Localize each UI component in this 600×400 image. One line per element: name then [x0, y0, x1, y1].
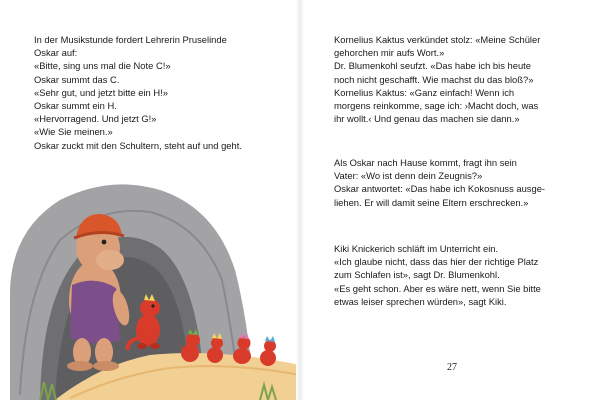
- text-line: «Sehr gut, und jetzt bitte ein H!»: [34, 86, 168, 98]
- page-number: 27: [447, 362, 457, 373]
- text-line: morgens reinkomme, sage ich: ›Macht doch, was: [334, 100, 539, 112]
- left-paragraph: [34, 33, 242, 152]
- text-line: Oskar zuckt mit den Schultern, steht auf und geht.: [34, 139, 242, 151]
- small-dragon-body: [233, 348, 251, 364]
- right-paragraph-2: [334, 156, 545, 209]
- text-line: Kiki Knickerich schläft im Unterricht ein.: [334, 243, 499, 254]
- text-line: Oskar auf:: [34, 47, 78, 59]
- text-line: «Ich glaube nicht, dass das hier der richtige Platz: [334, 256, 539, 268]
- small-dragon-head: [186, 333, 200, 347]
- text-line: noch nicht geschafft. Wie machst du das bloß?»: [334, 73, 534, 85]
- text-line: etwas leiser sprechen würden», sagt Kiki.: [334, 295, 507, 307]
- small-dragon-spikes: [265, 336, 275, 342]
- small-dragon-body: [181, 344, 199, 362]
- dragon-body: [136, 314, 160, 346]
- dragon-foot: [150, 343, 160, 349]
- dragon-foot: [137, 343, 147, 349]
- text-line: Oskar summt das C.: [34, 73, 120, 85]
- text-line: zum Schlafen ist», sagt Dr. Blumenkohl.: [334, 269, 500, 281]
- caveman-snout: [96, 250, 124, 270]
- caveman-foot: [93, 361, 119, 371]
- small-dragon-body: [207, 347, 223, 363]
- cave-illustration: [0, 170, 300, 400]
- caveman-tunic: [70, 281, 120, 344]
- text-line: Vater: «Wo ist denn dein Zeugnis?»: [334, 170, 483, 182]
- dragon-eye: [151, 304, 154, 307]
- dragon-head: [140, 299, 160, 317]
- right-paragraph-3: [334, 242, 541, 308]
- text-line: «Bitte, sing uns mal die Note C!»: [34, 60, 171, 72]
- text-line: Als Oskar nach Hause kommt, fragt ihn sein: [334, 157, 517, 168]
- text-line: «Es geht schon. Aber es wäre nett, wenn Sie bitte: [334, 282, 541, 294]
- text-line: Oskar summt ein H.: [34, 100, 117, 112]
- text-line: Dr. Blumenkohl seufzt. «Das habe ich bis heute: [334, 60, 531, 72]
- text-line: Kornelius Kaktus verkündet stolz: «Meine Schüler: [334, 34, 541, 45]
- caveman-foot: [67, 361, 93, 371]
- right-paragraph-1: [334, 33, 540, 125]
- text-line: «Hervorragend. Und jetzt G!»: [34, 113, 157, 125]
- text-line: Oskar antwortet: «Das habe ich Kokosnuss ausge-: [334, 183, 546, 195]
- text-line: ihr wollt.‹ Und genau das machen sie dann.»: [334, 113, 520, 125]
- text-line: In der Musikstunde fordert Lehrerin Pruselinde: [34, 34, 227, 45]
- right-page: [300, 0, 600, 400]
- caveman-eye: [102, 240, 107, 245]
- small-dragon-body: [260, 350, 276, 366]
- text-line: Kornelius Kaktus: «Ganz einfach! Wenn ich: [334, 86, 515, 98]
- text-line: «Wie Sie meinen.»: [34, 126, 113, 138]
- text-line: liehen. Er will damit seine Eltern erschrecken.»: [334, 196, 529, 208]
- text-line: gehorchen mir aufs Wort.»: [334, 47, 445, 59]
